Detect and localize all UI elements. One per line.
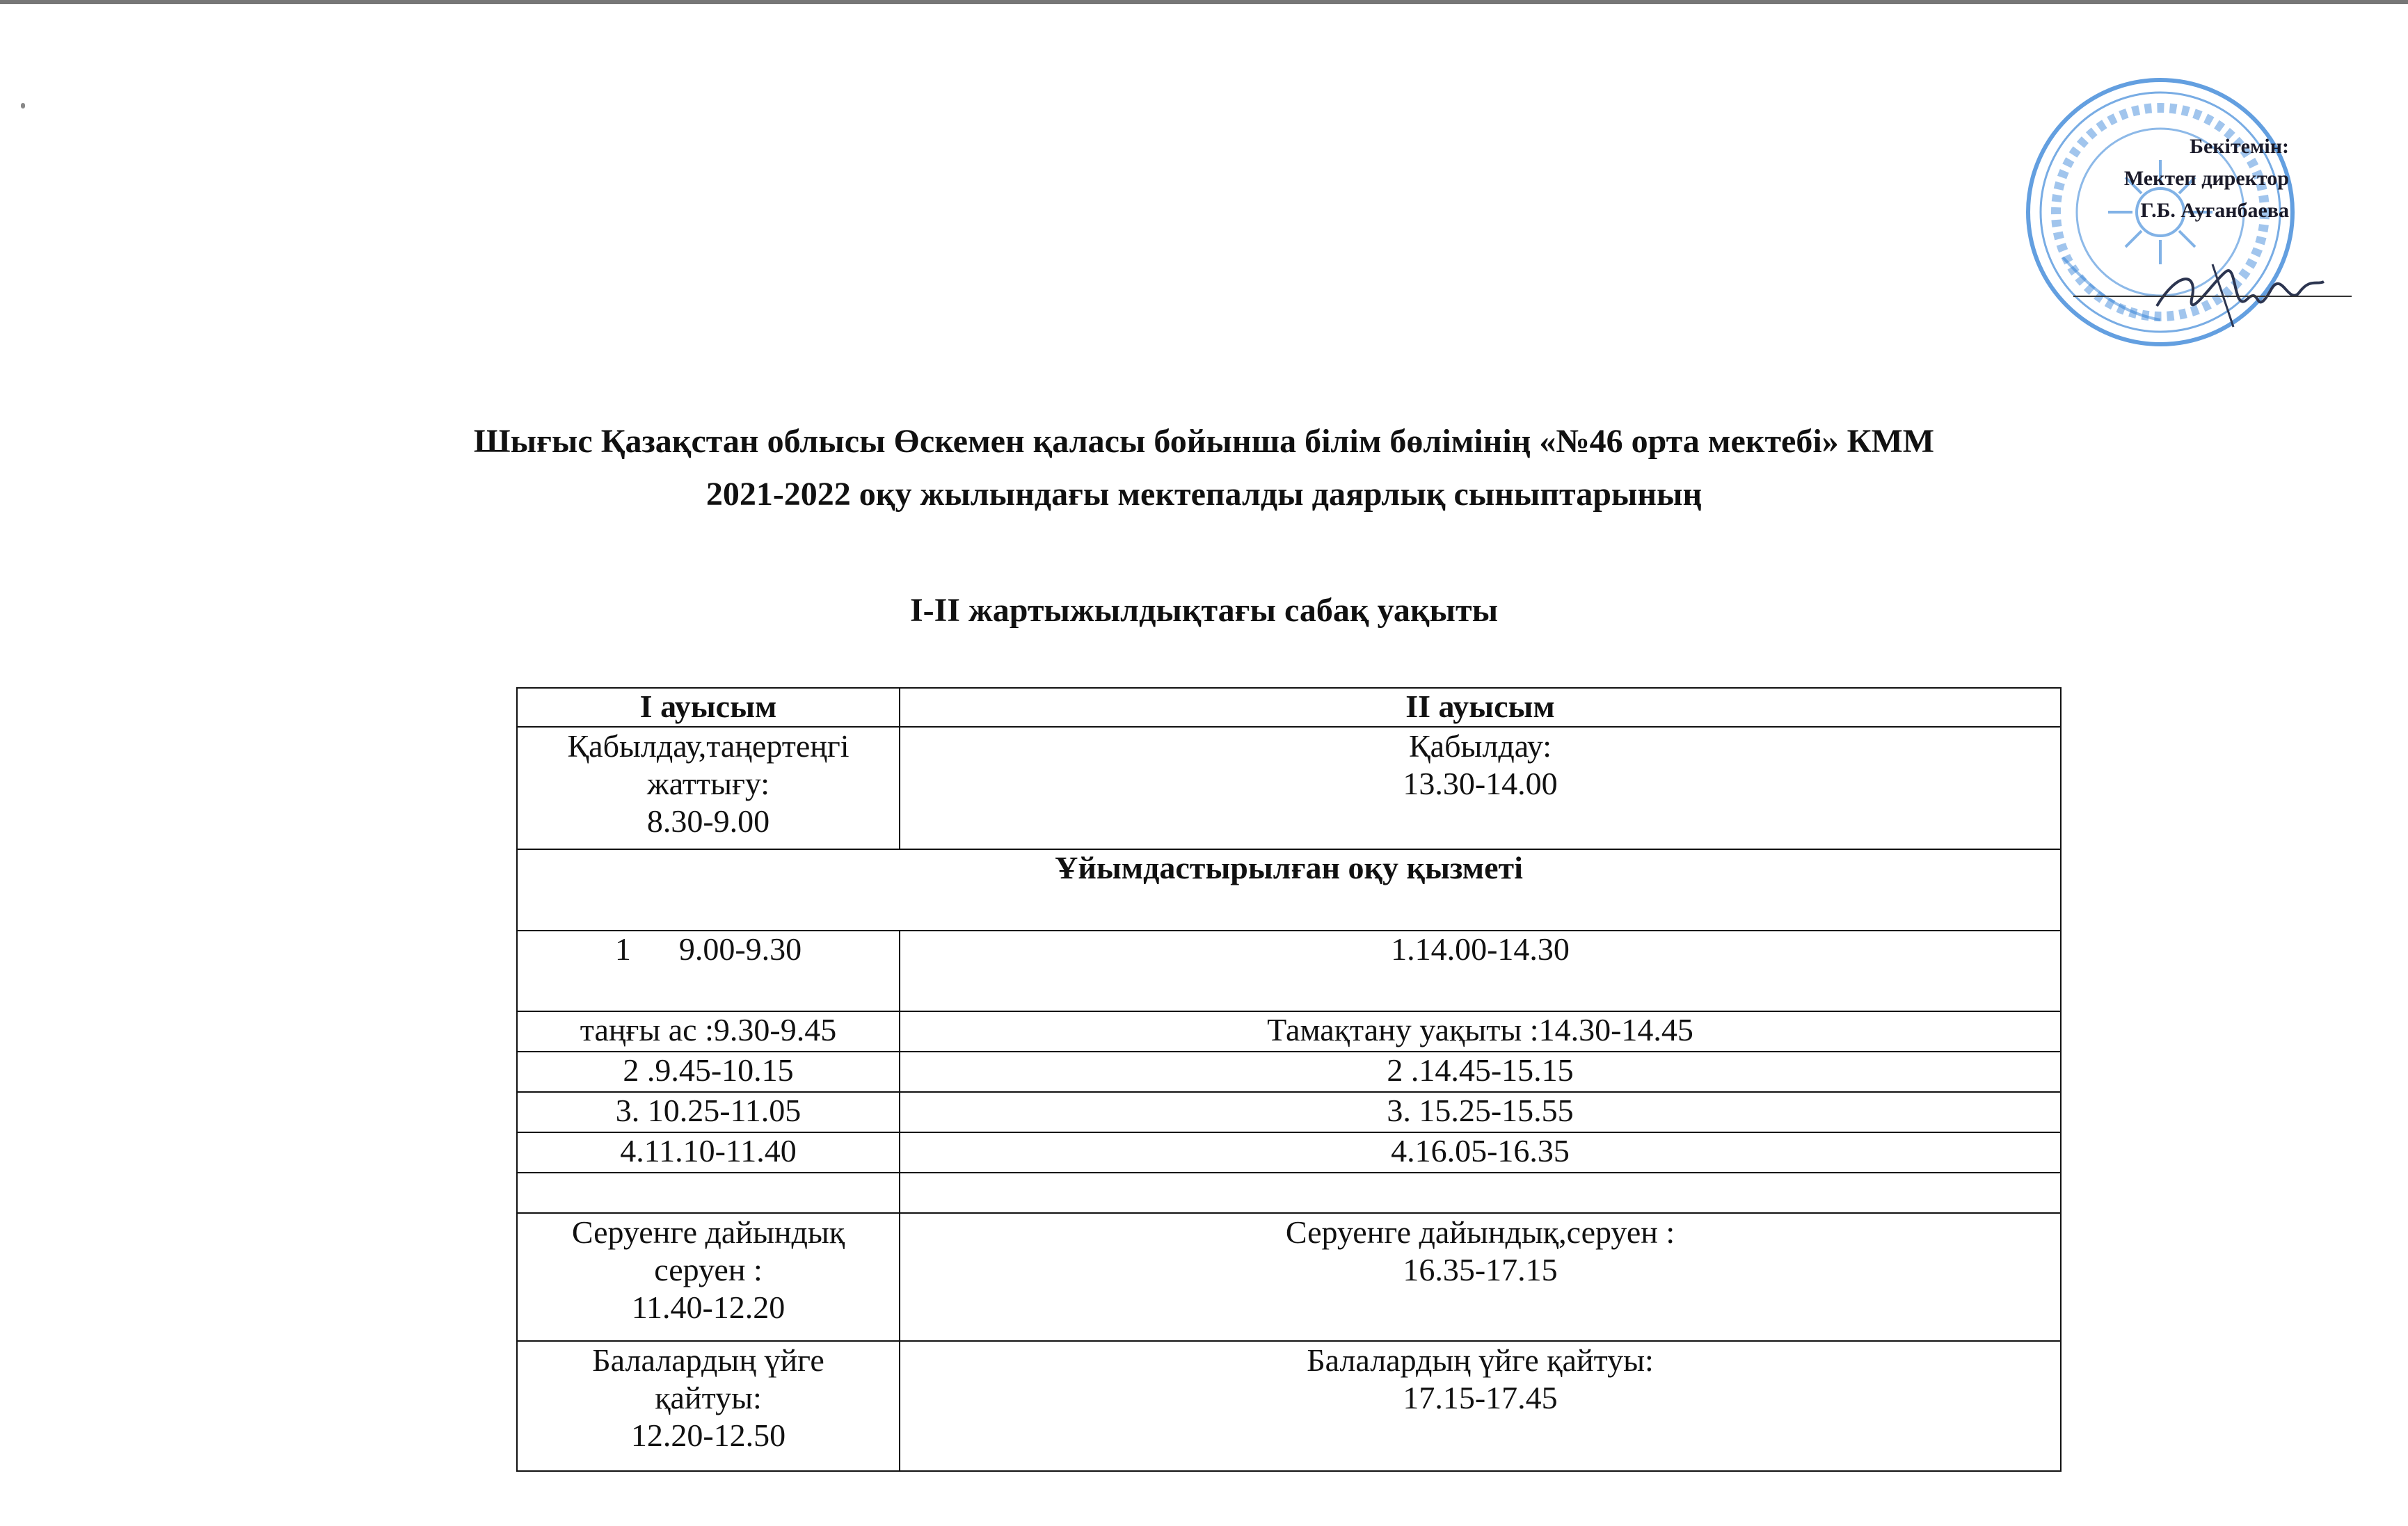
- going-home-row: [517, 1341, 2061, 1471]
- shift2-walk: [900, 1213, 2061, 1341]
- cell-line: серуен :: [654, 1252, 763, 1287]
- table-row: [517, 1011, 2061, 1052]
- shift2-lesson-3: 3. 15.25-15.55: [900, 1092, 2061, 1132]
- table-row: [517, 1132, 2061, 1173]
- cell-line: Серуенге дайындық,серуен :: [1285, 1214, 1675, 1250]
- shift1-walk: [517, 1213, 900, 1341]
- shift2-meal: Тамақтану уақыты :14.30-14.45: [900, 1011, 2061, 1052]
- walk-row: [517, 1213, 2061, 1341]
- shift1-lesson-1: 1 9.00-9.30: [517, 931, 900, 1011]
- empty-cell: [900, 1173, 2061, 1213]
- cell-line: Қабылдау,таңертеңгі: [567, 728, 850, 764]
- table-row: [517, 1092, 2061, 1132]
- approval-block: [2011, 49, 2373, 376]
- shift1-header: І ауысым: [517, 688, 900, 727]
- organized-activity-title: Ұйымдастырылған оқу қызметі: [517, 849, 2061, 931]
- cell-line: 13.30-14.00: [1403, 766, 1558, 801]
- shift1-lesson-2: 2 .9.45-10.15: [517, 1052, 900, 1092]
- cell-line: 11.40-12.20: [631, 1290, 786, 1325]
- shift2-lesson-4: 4.16.05-16.35: [900, 1132, 2061, 1173]
- shift1-lesson-3: 3. 10.25-11.05: [517, 1092, 900, 1132]
- table-header-row: [517, 688, 2061, 727]
- reception-row: [517, 727, 2061, 849]
- cell-line: Қабылдау:: [1408, 728, 1552, 764]
- cell-line: Балалардың үйге: [592, 1342, 824, 1378]
- shift1-going-home: [517, 1341, 900, 1471]
- shift2-going-home: [900, 1341, 2061, 1471]
- section-title-row: [517, 849, 2061, 931]
- shift1-reception: [517, 727, 900, 849]
- cell-line: 17.15-17.45: [1403, 1380, 1558, 1415]
- shift2-lesson-1: 1.14.00-14.30: [900, 931, 2061, 1011]
- cell-line: Балалардың үйге қайтуы:: [1307, 1342, 1654, 1378]
- cell-line: қайтуы:: [655, 1380, 762, 1415]
- schedule-table: [516, 687, 2062, 1472]
- shift1-breakfast: таңғы ас :9.30-9.45: [517, 1011, 900, 1052]
- empty-cell: [517, 1173, 900, 1213]
- cell-line: 8.30-9.00: [646, 803, 770, 839]
- signature-line: [2073, 296, 2352, 297]
- scan-speck: [21, 103, 25, 109]
- document-subtitle: І-ІІ жартыжылдықтағы сабақ уақыты: [909, 592, 1499, 629]
- approver-name: Г.Б. Ауганбаева: [2140, 199, 2289, 222]
- table-row: [517, 1052, 2061, 1092]
- shift1-lesson-4: 4.11.10-11.40: [517, 1132, 900, 1173]
- cell-line: 12.20-12.50: [630, 1417, 786, 1453]
- shift2-header: ІІ ауысым: [900, 688, 2061, 727]
- shift2-lesson-2: 2 .14.45-15.15: [900, 1052, 2061, 1092]
- approval-label: Бекітемін:: [2190, 135, 2289, 158]
- scan-top-edge: [0, 0, 2408, 4]
- approver-position: Мектеп директор: [2123, 167, 2289, 190]
- approval-text: [2124, 131, 2289, 227]
- cell-line: жаттығу:: [646, 766, 770, 801]
- document-title-line1: Шығыс Қазақстан облысы Өскемен қаласы бойынша білім бөлімінің «№46 орта мектебі» КММ: [473, 423, 1935, 460]
- shift2-reception: [900, 727, 2061, 849]
- cell-line: 16.35-17.15: [1403, 1252, 1558, 1287]
- cell-line: Серуенге дайындық: [571, 1214, 845, 1250]
- table-row: [517, 931, 2061, 1011]
- empty-row: [517, 1173, 2061, 1213]
- document-title-line2: 2021-2022 оқу жылындағы мектепалды даярлық сыныптарының: [705, 476, 1703, 513]
